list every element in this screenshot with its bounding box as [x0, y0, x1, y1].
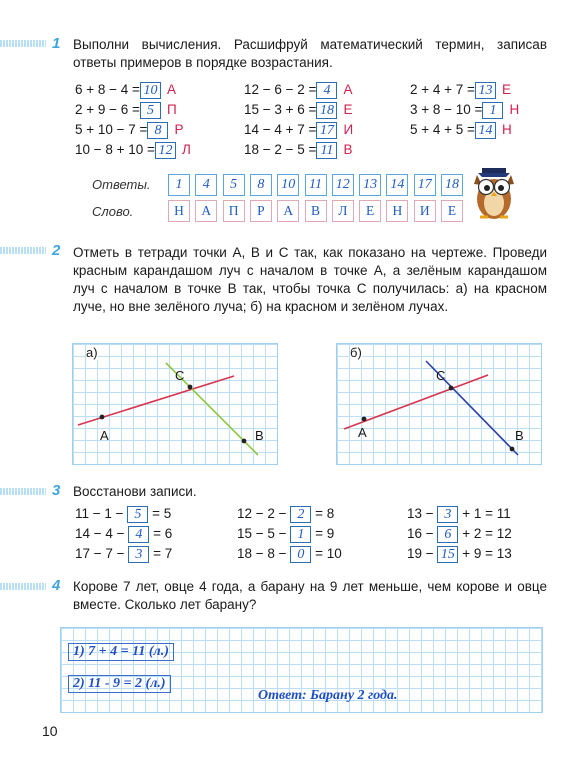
answer-cell: 10: [277, 174, 299, 196]
expression: 6 + 8 − 4 =: [75, 82, 140, 98]
code-letter: Р: [174, 122, 184, 138]
expression-left: 14 − 4 −: [75, 526, 125, 542]
task-3-row: [75, 526, 172, 543]
point-c: [188, 385, 193, 390]
task-4-stripe: [0, 583, 46, 590]
figure-a-drawing: [72, 343, 278, 465]
word-letter-cell: А: [195, 200, 217, 222]
task-2-number: 2: [52, 242, 61, 259]
answer-cell: 8: [250, 174, 272, 196]
point-a: [362, 417, 367, 422]
answer-text: Ответ: Барану 2 года.: [258, 688, 398, 703]
answer-box: 12: [155, 142, 176, 159]
task-1-text: Выполни вычисления. Расшифруй математический термин, записав ответы примеров в порядке возрастания.: [73, 37, 547, 70]
word-label: Слово.: [92, 204, 134, 219]
task-1-row: [75, 102, 177, 119]
task-1-row: [244, 122, 353, 139]
expression-left: 18 − 8 −: [237, 546, 287, 562]
answer-box: 10: [140, 82, 161, 99]
expression: 14 − 4 + 7 =: [244, 122, 317, 138]
task-1-row: [244, 102, 352, 119]
answer-box: 2: [290, 506, 311, 523]
word-letter-cell: А: [277, 200, 299, 222]
answer-box: 6: [437, 526, 458, 543]
code-letter: А: [343, 82, 353, 98]
code-letter: А: [166, 82, 176, 98]
task-3-row: [407, 546, 512, 563]
expression-right: = 7: [153, 546, 173, 562]
task-3-row: [237, 506, 334, 523]
expression-right: = 6: [153, 526, 173, 542]
word-letter-cell: Н: [168, 200, 190, 222]
answer-cell: 14: [386, 174, 408, 196]
answer-box: 3: [437, 506, 458, 523]
code-letter: И: [343, 122, 354, 138]
point-b: [242, 439, 247, 444]
task-3-row: [75, 546, 172, 563]
task-1-row: [410, 82, 511, 99]
answer-box: 0: [290, 546, 311, 563]
expression-left: 19 −: [407, 546, 434, 562]
task-1-row: [75, 122, 183, 139]
code-letter: Е: [343, 102, 353, 118]
task-3-row: [237, 546, 342, 563]
task-2-stripe: [0, 247, 46, 254]
word-letter-cell: Р: [250, 200, 272, 222]
code-letter: Н: [509, 102, 520, 118]
expression-right: + 9 = 13: [462, 546, 512, 562]
task-1-row: [75, 82, 176, 99]
word-letter-cell: В: [305, 200, 327, 222]
answer-cell: 1: [168, 174, 190, 196]
answer-cell: 17: [414, 174, 436, 196]
figure-b-point-c-label: C: [436, 368, 446, 383]
task-1-stripe: [0, 40, 46, 47]
task-1-number: 1: [52, 35, 61, 52]
figure-a-point-c-label: C: [175, 368, 185, 383]
answer-cell: 18: [441, 174, 463, 196]
word-letter-cell: Н: [386, 200, 408, 222]
expression-left: 16 −: [407, 526, 434, 542]
expression-left: 17 − 7 −: [75, 546, 125, 562]
figure-b-drawing: [336, 343, 542, 465]
answer-cell: 5: [223, 174, 245, 196]
figure-b-point-b-label: B: [515, 428, 524, 443]
answer-box: 3: [128, 546, 149, 563]
answer-box: 8: [147, 122, 168, 139]
expression-left: 15 − 5 −: [237, 526, 287, 542]
expression: 3 + 8 − 10 =: [410, 102, 483, 118]
point-b: [510, 447, 515, 452]
code-letter: Л: [181, 142, 191, 158]
expression: 10 − 8 + 10 =: [75, 142, 155, 158]
answer-box: 15: [437, 546, 458, 563]
word-letter-cell: Е: [359, 200, 381, 222]
answer-box: 5: [127, 506, 148, 523]
figure-a-point-a-label: A: [100, 428, 109, 443]
word-letter-cell: И: [414, 200, 436, 222]
answer-cell: 11: [305, 174, 327, 196]
expression-left: 12 − 2 −: [237, 506, 287, 522]
word-letter-cell: Е: [441, 200, 463, 222]
page-number: 10: [42, 723, 58, 739]
answer-box: 13: [475, 82, 496, 99]
owl-illustration: [468, 165, 520, 223]
figure-a-point-b-label: B: [255, 428, 264, 443]
answer-cell: 4: [195, 174, 217, 196]
answer-box: 5: [140, 102, 161, 119]
expression: 15 − 3 + 6 =: [244, 102, 317, 118]
task-1-row: [410, 122, 512, 139]
point-a: [100, 415, 105, 420]
code-letter: Е: [501, 82, 511, 98]
expression: 2 + 4 + 7 =: [410, 82, 475, 98]
task-3-row: [407, 526, 512, 543]
code-letter: П: [166, 102, 177, 118]
task-4-text: Корове 7 лет, овце 4 года, а барану на 9 лет меньше, чем корове и овце вместе. Сколько лет барану?: [73, 579, 547, 612]
answer-box: 4: [128, 526, 149, 543]
answer-box: 4: [316, 82, 337, 99]
answer-box: 18: [316, 102, 337, 119]
task-3-stripe: [0, 488, 46, 495]
expression-right: = 9: [315, 526, 335, 542]
task-2-text: Отметь в тетради точки A, B и C так, как показано на чертеже. Проведи красным карандашом луч с началом в точке A, а зелёным карандашом луч с началом в точке B так, чтобы точка C получилась: а) на красном луче, но вне зелёного луча; б) на красном и зелёном лучах.: [73, 245, 547, 314]
task-1-row: [75, 142, 191, 159]
task-3-number: 3: [52, 482, 61, 499]
task-3-row: [237, 526, 334, 543]
expression-left: 13 −: [407, 506, 434, 522]
expression-right: + 1 = 11: [462, 506, 511, 522]
expression: 5 + 10 − 7 =: [75, 122, 148, 138]
expression-right: + 2 = 12: [462, 526, 512, 542]
code-letter: Н: [501, 122, 512, 138]
task-4-number: 4: [52, 577, 61, 594]
task-3-row: [75, 506, 171, 523]
solution-line-2: 2) 11 - 9 = 2 (л.): [68, 675, 171, 693]
word-letter-cell: Л: [332, 200, 354, 222]
solution-line-1: 1) 7 + 4 = 11 (л.): [68, 643, 174, 661]
task-1-row: [244, 142, 352, 159]
task-1-row: [410, 102, 519, 119]
figure-a-label: а): [86, 345, 98, 360]
code-letter: В: [343, 142, 353, 158]
expression-left: 11 − 1 −: [75, 506, 124, 522]
expression-right: = 10: [315, 546, 342, 562]
figure-b-label: б): [350, 345, 362, 360]
answer-box: 1: [290, 526, 311, 543]
expression: 5 + 4 + 5 =: [410, 122, 475, 138]
expression-right: = 5: [152, 506, 172, 522]
figure-b-point-a-label: A: [358, 425, 367, 440]
answer-box: 1: [482, 102, 503, 119]
expression: 2 + 9 − 6 =: [75, 102, 140, 118]
expression-right: = 8: [315, 506, 335, 522]
expression: 12 − 6 − 2 =: [244, 82, 317, 98]
word-letter-cell: П: [223, 200, 245, 222]
answer-box: 11: [316, 142, 337, 159]
answer-box: 17: [316, 122, 337, 139]
expression: 18 − 2 − 5 =: [244, 142, 317, 158]
task-3-row: [407, 506, 511, 523]
answer-cell: 12: [332, 174, 354, 196]
task-1-row: [244, 82, 352, 99]
point-c: [449, 386, 454, 391]
task-3-text: Восстанови записи.: [73, 484, 197, 499]
answer-cell: 13: [359, 174, 381, 196]
answers-label: Ответы.: [92, 177, 151, 192]
answer-box: 14: [475, 122, 496, 139]
